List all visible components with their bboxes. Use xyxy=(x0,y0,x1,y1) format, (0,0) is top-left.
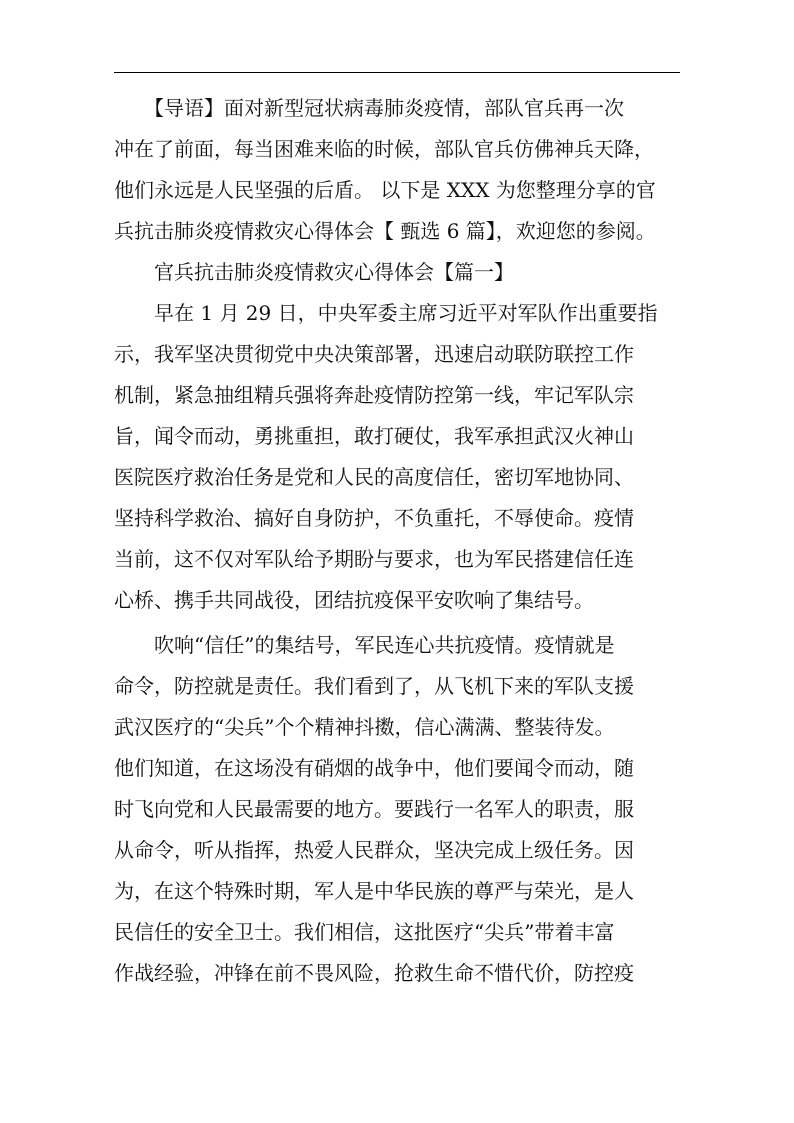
paragraph xyxy=(114,625,680,994)
text-line: 武汉医疗的“尖兵”个个精神抖擞，信心满满、整装待发。 xyxy=(114,715,615,739)
paragraph xyxy=(114,293,680,621)
text-line: 命令，防控就是责任。我们看到了，从飞机下来的军队支援 xyxy=(114,674,634,698)
document-body xyxy=(114,88,680,994)
text-line: 早在 1 月 29 日，中央军委主席习近平对军队作出重要指 xyxy=(114,301,658,325)
text-line: 作战经验，冲锋在前不畏风险，抢救生命不惜代价，防控疫 xyxy=(114,961,634,985)
text-line: 坚持科学救治、搞好自身防护，不负重托，不辱使命。疫情 xyxy=(114,506,634,530)
text-line: 心桥、携手共同战役，团结抗疫保平安吹响了集结号。 xyxy=(114,588,594,612)
text-line: 他们永远是人民坚强的后盾。 以下是 XXX 为您整理分享的官 xyxy=(114,178,656,202)
text-line: 民信任的安全卫士。我们相信，这批医疗“尖兵”带着丰富 xyxy=(114,920,615,944)
text-line: 示，我军坚决贯彻党中央决策部署，迅速启动联防联控工作 xyxy=(114,342,634,366)
text-line: 时飞向党和人民最需要的地方。要践行一名军人的职责，服 xyxy=(114,797,634,821)
text-line: 从命令，听从指挥，热爱人民群众，坚决完成上级任务。因 xyxy=(114,838,634,862)
header-rule xyxy=(114,72,680,73)
paragraph xyxy=(114,88,680,252)
text-line: 冲在了前面，每当困难来临的时候，部队官兵仿佛神兵天降， xyxy=(114,137,654,161)
text-line: 医院医疗救治任务是党和人民的高度信任，密切军地协同、 xyxy=(114,465,634,489)
text-line: 当前，这不仅对军队给予期盼与要求，也为军民搭建信任连 xyxy=(114,547,634,571)
text-line: 他们知道，在这场没有硝烟的战争中，他们要闻令而动，随 xyxy=(114,756,634,780)
text-line: 吹响“信任”的集结号，军民连心共抗疫情。疫情就是 xyxy=(114,633,615,657)
text-line: 机制，紧急抽组精兵强将奔赴疫情防控第一线，牢记军队宗 xyxy=(114,383,634,407)
text-line: 【导语】面对新型冠状病毒肺炎疫情，部队官兵再一次 xyxy=(114,96,624,120)
text-line: 兵抗击肺炎疫情救灾心得体会【 甄选 6 篇】，欢迎您的参阅。 xyxy=(114,219,656,243)
text-line: 旨，闻令而动，勇挑重担，敢打硬仗，我军承担武汉火神山 xyxy=(114,424,634,448)
text-line: 官兵抗击肺炎疫情救灾心得体会【篇一】 xyxy=(114,260,514,284)
text-line: 为，在这个特殊时期，军人是中华民族的尊严与荣光，是人 xyxy=(114,879,634,903)
section-heading xyxy=(114,252,680,293)
